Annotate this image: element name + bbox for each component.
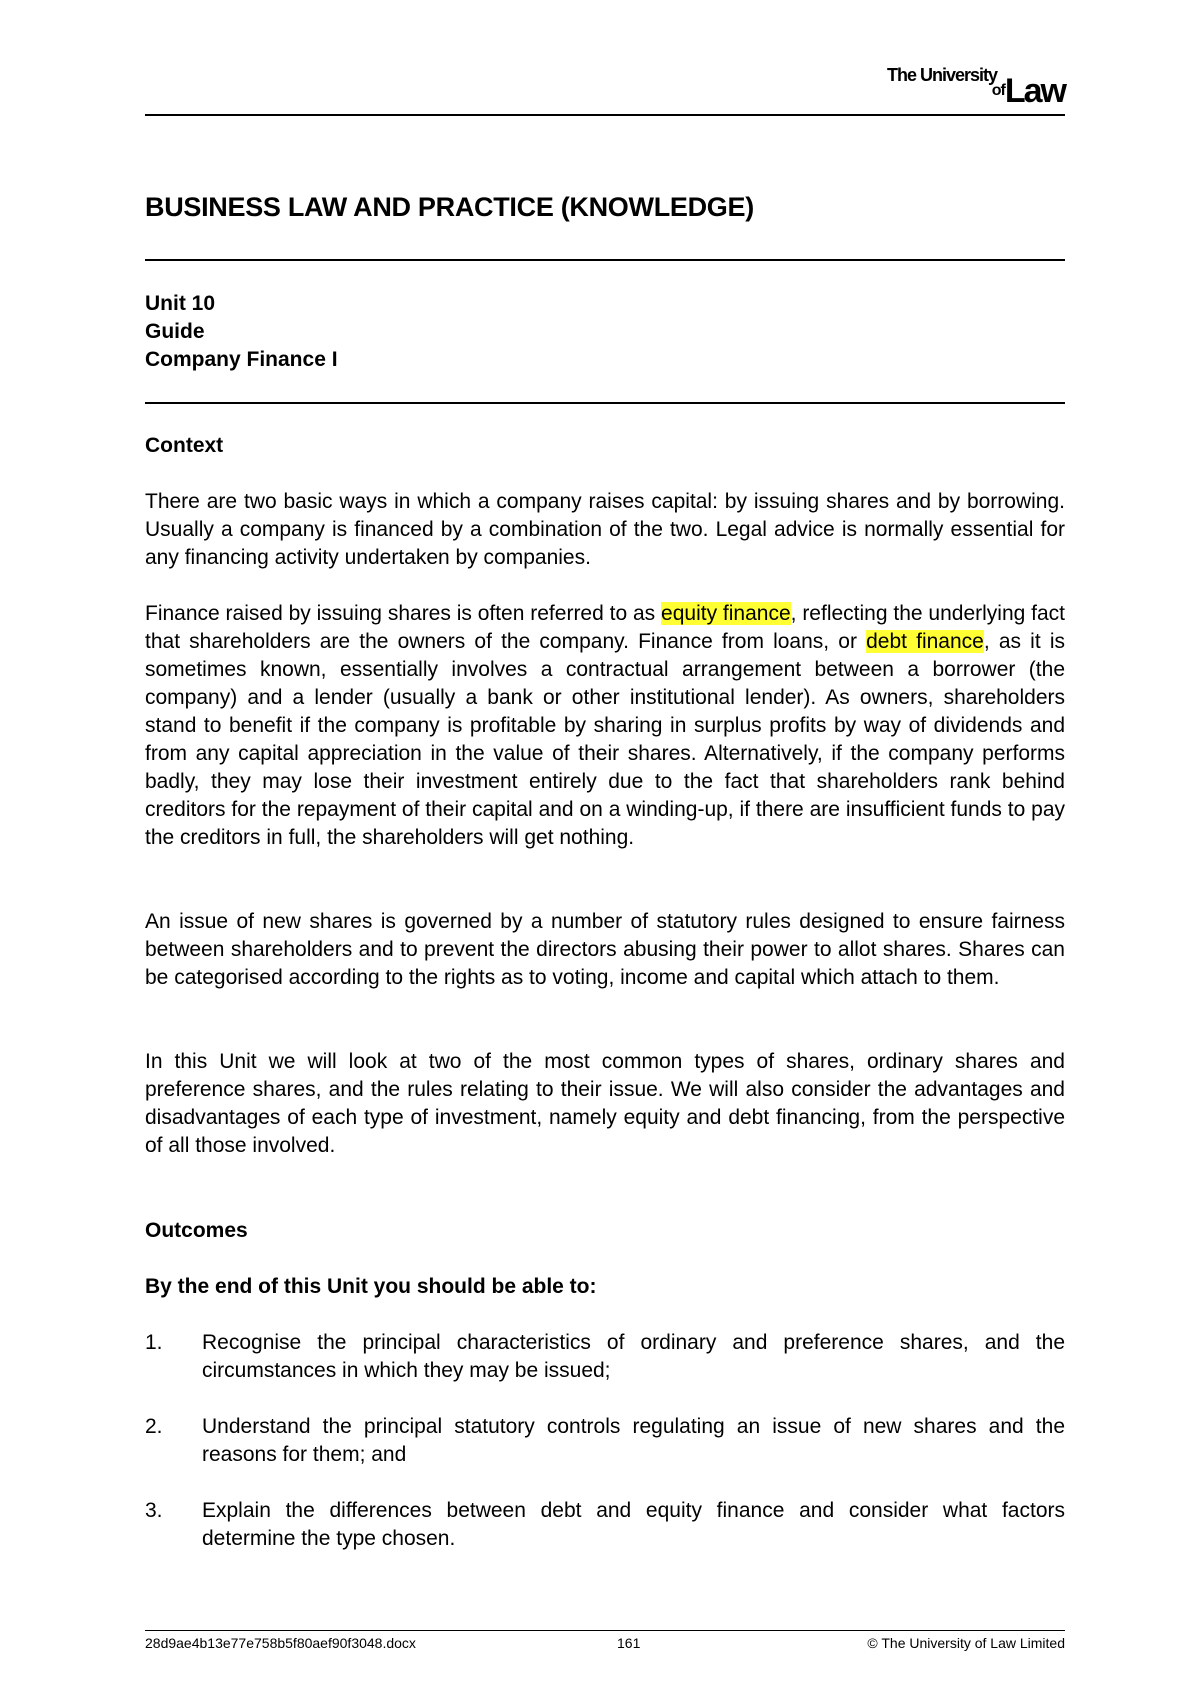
outcome-text: Recognise the principal characteristics of ordinary and preference shares, and the circumstances in which they may be issued;: [202, 1331, 1065, 1382]
context-heading: Context: [145, 434, 224, 457]
unit-type: Guide: [145, 320, 205, 343]
outcomes-intro: By the end of this Unit you should be able to:: [145, 1275, 597, 1298]
outcome-number: 1.: [145, 1331, 163, 1354]
header-rule: [145, 114, 1065, 116]
unit-rule: [145, 402, 1065, 404]
unit-name: Company Finance I: [145, 348, 338, 371]
context-paragraph-4: In this Unit we will look at two of the most common types of shares, ordinary shares and preference shares, and the rules relating to their issue. We will also consider the advantages and disadvantages of each type of investment, namely equity and debt financing, from the perspective of all those involved.: [145, 1050, 1065, 1157]
outcome-item: [145, 1413, 1065, 1469]
footer-rule: [145, 1630, 1065, 1631]
title-rule: [145, 259, 1065, 261]
footer-copyright: © The University of Law Limited: [867, 1635, 1065, 1651]
context-paragraph-1: There are two basic ways in which a company raises capital: by issuing shares and by borrowing. Usually a company is financed by a combination of the two. Legal advice is normally essential for any financing activity undertaken by companies.: [145, 490, 1065, 569]
footer-filename: 28d9ae4b13e77e758b5f80aef90f3048.docx: [145, 1635, 416, 1651]
context-paragraph-3: An issue of new shares is governed by a number of statutory rules designed to ensure fairness between shareholders and to prevent the directors abusing their power to allot shares. Shares can be categorised according to the rights as to voting, income and capital which attach to them.: [145, 910, 1065, 989]
logo-text-of: of: [991, 82, 1005, 99]
highlight-debt-finance: debt finance: [866, 630, 984, 653]
outcome-number: 2.: [145, 1415, 163, 1438]
context-paragraph-2: Finance raised by issuing shares is often referred to as equity finance, reflecting the underlying fact that shareholders are the owners of the company. Finance from loans, or debt finance, as it is sometimes known, essentially involves a contractual arrangement between a borrower (the company) and a lender (usually a bank or other institutional lender). As owners, shareholders stand to benefit if the company is profitable by sharing in surplus profits by way of dividends and from any capital appreciation in the value of their shares. Alternatively, if the company performs badly, they may lose their investment entirely due to the fact that shareholders rank behind creditors for the repayment of their capital and on a winding-up, if there are insufficient funds to pay the creditors in full, the shareholders will get nothing.: [145, 602, 1066, 849]
outcome-text: Understand the principal statutory controls regulating an issue of new shares and the reasons for them; and: [202, 1415, 1065, 1466]
university-logo: [855, 65, 1065, 110]
document-page: [145, 0, 1065, 1698]
outcome-text: Explain the differences between debt and equity finance and consider what factors determine the type chosen.: [202, 1499, 1065, 1550]
logo-text-university: The University: [886, 65, 997, 85]
document-title: BUSINESS LAW AND PRACTICE (KNOWLEDGE): [145, 192, 754, 222]
unit-number: Unit 10: [145, 292, 216, 315]
footer-page-number: 161: [617, 1635, 641, 1651]
outcome-number: 3.: [145, 1499, 163, 1522]
outcome-item: [145, 1497, 1065, 1553]
highlight-equity-finance: equity finance: [661, 602, 791, 625]
unit-info: [145, 290, 338, 374]
outcomes-heading: Outcomes: [145, 1219, 248, 1242]
logo-text-law: Law: [1004, 72, 1065, 110]
outcome-item: [145, 1329, 1065, 1385]
